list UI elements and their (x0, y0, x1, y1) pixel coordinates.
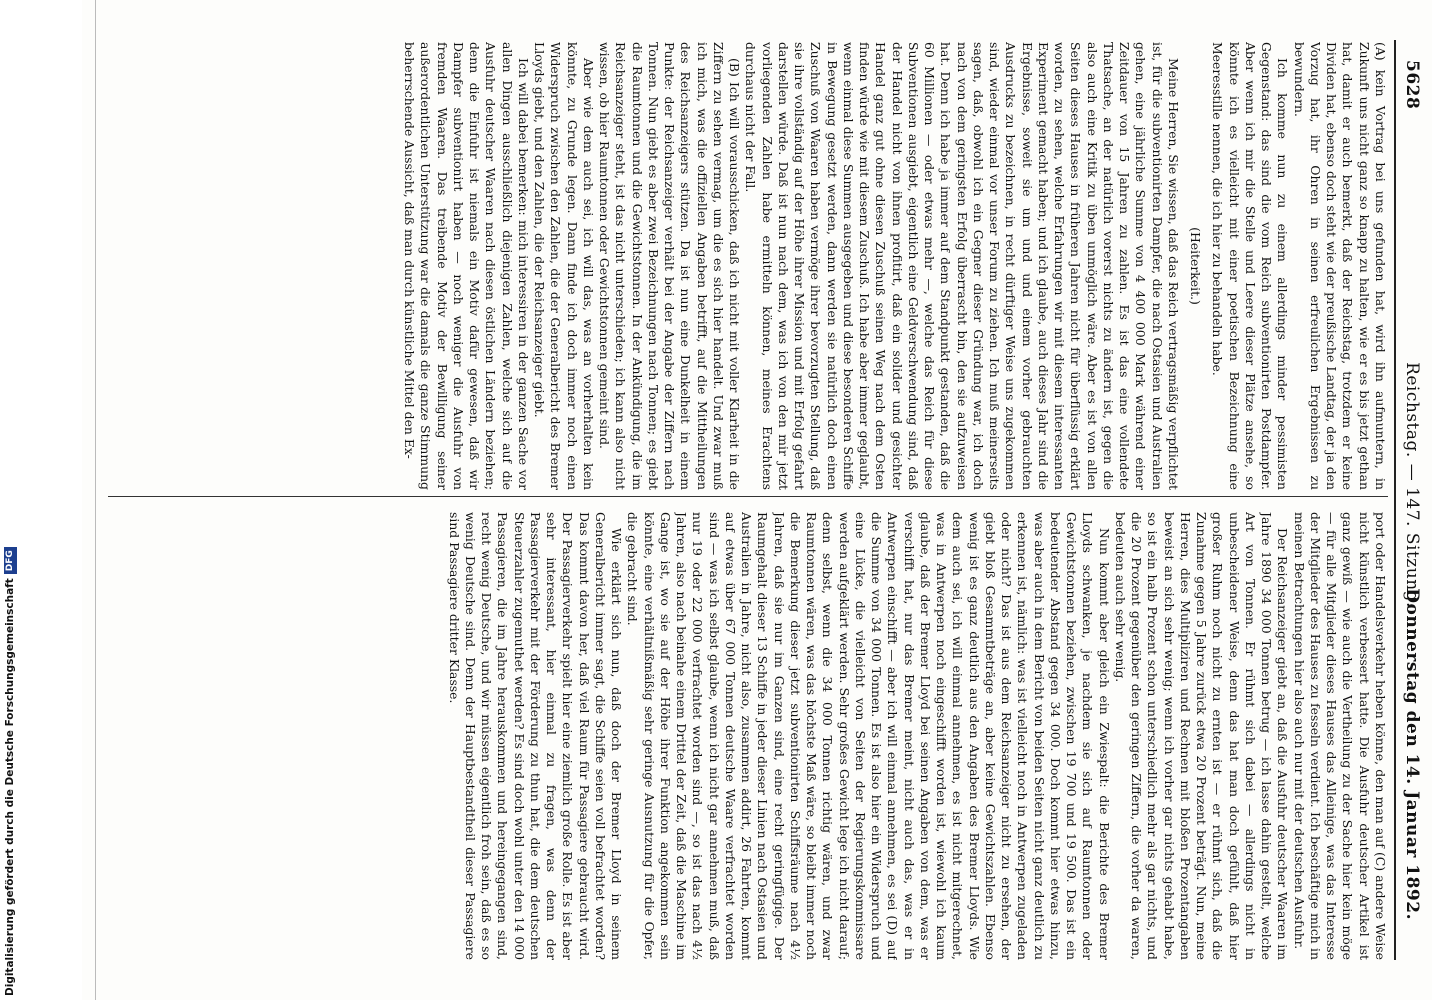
dfg-logo: DFG (4, 547, 17, 574)
paragraph: Ich komme nun zu einem allerdings minder pessimisten Gegenstand: das sind die vom Reich subventionirten Postdampfer. Aber wenn ich mir die Stelle und Leere dieser Plätze ansehe, so könnte ich es vielleicht mit einer poetischen Bezeichnung eine Meeresstille nennen, die ich hier zu behandeln habe. (1210, 42, 1291, 490)
running-head: Reichstag. — 147. Sitzung. (1402, 362, 1422, 608)
paragraph: Ich will dabei bemerken: mich interessiren in der ganzen Sache vor allen Dingen ausschließlich diejenigen Zahlen, welche sich auf die Ausfuhr deutscher Waaren nach diesen östlichen Ländern beziehen; denn die Einfuhr ist niemals ein Motiv dafür gewesen, daß wir Dampfer subventionirt haben — noch weniger die Ausfuhr von fremden Waaren. Das treibende Motiv der Bewilligung seiner außerordentlichen Unterstützung war die damals die ganze Stimmung beherrschende Aussicht, daß man durch künstliche Mittel den Ex- (402, 42, 531, 490)
footer-rule (95, 0, 96, 1000)
paragraph: (A) kein Vortrag bei uns gefunden hat, wird ihn aufmuntern, in Zukunft uns nicht ganz so knapp zu halten, wie er es bis jetzt gethan hat, damit er auch bemerkt, daß der Reichstag, trotzdem er keine Dividen hat, ebenso doch steht wie der preußische Landtag, der ja den Vorzug hat, ihr Ohren in seinen erfreulichen Ergebnissen zu bewundern. (1291, 42, 1388, 490)
header-rule (1394, 40, 1396, 960)
paragraph: Der Reichsanzeiger giebt an, daß die Ausfuhr deutscher Waaren im Jahre 1890 34 000 Tonnen betrug — ich lasse dahin gestellt, welche Art von Tonnen. Er rühmt sich dabei — allerdings nicht in unbescheidener Weise, denn das hat man doch gefühlt, daß hier großer Ruhm noch nicht zu ernten ist — er rühmt sich, daß die Zunahme gegen 5 Jahre zurück etwa 20 Prozent beträgt. Nun, meine Herren, dies Multipliziren und Rechnen mit bloßen Prozentangaben beweist an sich sehr wenig; wenn ich vorher gar nichts gehabt habe, so ist ein halb Prozent schon unterschiedlich mehr als gar nichts, und die 20 Prozent gegenüber den geringen Ziffern, die vorher da waren, bedeuten auch sehr wenig. (1113, 512, 1291, 960)
page-header (1396, 40, 1426, 960)
paragraph: Aber wie dem auch sei, ich will das, was an vorherhalten kein könnte, zu Grunde legen. Dann finde ich doch immer noch einen Widerspruch zwischen den Zahlen, die der Generalbericht des Bremer Lloyds giebt, und den Zahlen, die der Reichsanzeiger giebt. (532, 42, 596, 490)
scanned-page (82, 0, 1432, 1000)
interjection: (Heiterkeit.) (1188, 227, 1204, 305)
paragraph: Wie erklärt sich nun, daß doch der Bremer Lloyd in seinem Generalbericht immer sagt, die Schiffe seien voll befrachtet worden? Das kommt davon her, daß viel Raum für Passagiere gebraucht wird. Der Passagierverkehr spielt hier eine ziemlich große Rolle. Es ist aber sehr interessant, hier einmal zu fragen, was denn der Passagierverkehr mit der Förderung zu thun hat, die dem deutschen Steuerzahler zugemuthet werden? Es sind doch wohl unter den 14 000 Passagieren, die im Jahre herauskommen und hereingegangen sind, recht wenig Deutsche, und wir müssen eigentlich froh sein, daß es so wenig Deutsche sind. Denn der Hauptbestandtheil dieser Passagiere sind Passagiere dritter Klasse. (446, 512, 625, 960)
credit-text: Digitalisierung gefördert durch die Deutsche Forschungsgemeinschaft (4, 578, 16, 996)
paragraph: Nun kommt aber gleich ein Zwiespalt: die Berichte des Bremer Lloyds schwanken, je nachdem sie sich auf Raumtonnen oder Gewichtstonnen beziehen, zwischen 19 700 und 19 500. Das ist ein bedeutender Abstand gegen 34 000. Doch kommt hier etwas hinzu, was aber auch in dem Bericht von beiden Seiten nicht ganz deutlich zu erkennen ist, nämlich: was ist vielleicht noch in Antwerpen zugeladen oder nicht? Das ist aus dem Reichsanzeiger nicht zu ersehen, der giebt bloß Gesammtbeträge an, aber keine Gewichtszahlen. Ebenso wenig ist es ganz deutlich aus den Angaben des Bremer Lloyds. Wie dem auch sei, ich will einmal annehmen, es ist nicht mitgerechnet, was in Antwerpen noch eingeschifft worden ist, wiewohl ich kaum glaube, daß der Bremer Lloyd bei seinen Angaben von dem, was er verschifft hat, nur das Bremer meint, nicht auch das, was er in Antwerpen einschifft — aber ich will einmal annehmen, es sei (D) auf die Summe von 34 000 Tonnen. Es ist also hier ein Widerspruch und eine Lücke, die vielleicht von Seiten der Regierungskommissare werden aufgeklärt werden. Sehr großes Gewicht lege ich nicht darauf; denn selbst, wenn die 34 000 Tonnen richtig wären, und zwar Raumtonnen wären, was das höchste Maß wäre, so bleibt immer noch die Bemerkung dieser jetzt subventionirten Schiffsräume nach 4½ Jahren, daß sie nur im Ganzen sind, eine recht geringfügige. Der Raumgehalt dieser 13 Schiffe in jeder dieser Linien nach Ostasien und Australien in Jahre, nicht also, zusammen addirt, 26 Fahrten, kommt auf etwas über 67 000 Tonnen deutsche Waare verfrachtet worden sind — was ich selbst glaube, wenn ich nicht gar annehmen muß, daß nur 19 oder 22 000 verfrachtet worden sind —, so ist das nach 4½ Jahren, also nach beinahe einem Drittel der Zeit, daß die Maschine im Gange ist, wo sie auf der Höhe ihrer Funktion angekommen sein könnte, eine verhältnißmäßig sehr geringe Ausnutzung für die Opfer, die gebracht sind. (625, 512, 1112, 960)
right-column (106, 512, 1388, 960)
paragraph: port oder Handelsverkehr heben könne, den man auf (C) andere Weise nicht künstlich verbessert hatte. Die Ausfuhr deutscher Artikel ist ganz gewiß — wie auch die Vertheilung zu der Sache hier kein möge — für alle Mitglieder dieses Hauses das Alleinige, was das Interesse der Mitglieder des Hauses zu fesseln verdient. Ich beschäftige mich in meinen Betrachtungen hier also auch nur mit der deutschen Ausfuhr. (1291, 512, 1388, 960)
left-column (106, 42, 1388, 490)
paragraph: Meine Herren, Sie wissen, daß das Reich vertragsmäßig verpflichtet ist, für die subventionirten Dampfer, die nach Ostasien und Australien gehen, eine jährliche Summe von 4 400 000 Mark während einer Zeitdauer von 15 Jahren zu zahlen. Es ist das eine vollendete Thatsache, an der natürlich vorerst nichts zu ändern ist, gegen die also auch eine Kritik zu üben unmöglich wäre. Aber es ist von allen Seiten dieses Hauses in früheren Jahren nicht für überflüssig erklärt worden, zu sehen, welche Erfahrungen wir mit diesem interessanten Experiment gemacht haben; und ich glaube, auch dieses Jahr sind die Ergebnisse, soweit sie um und und einem vorher gebrauchten Ausdrucks zu bezeichnen, in recht dürftiger Weise uns zugekommen sind, wieder einmal vor unser Forum zu ziehen. Ich muß meinerseits sagen, daß, obwohl ich ein Gegner dieser Gründung war, ich doch nach von dem geringsten Erfolg überrascht bin, den sie aufzuweisen hat. Denn ich habe ja immer auf dem Standpunkt gestanden, daß die 60 Millionen — oder etwas mehr —, welche das Reich für diese Subventionen ausgiebt, eigentlich eine Geldverschwendung sind, daß der Handel nicht von ihnen profitirt, daß ein solider und gesichter Handel ganz gut ohne diesen Zuschuß seinen Weg nach dem Osten finden würde wie mit diesem Zuschuß. Ich habe aber immer geglaubt, wenn einmal diese Summen ausgegeben und diese besonderen Schiffe in Bewegung gesetzt werden, dann werden sie natürlich doch einen Zuschuß von Waaren haben vermöge ihrer bevorzugten Stellung, daß sie ihre vollständig auf der Höhe ihrer Mission und mit Erfolg gefahrt darstellen würde. Daß ist nun nach dem, was ich von den mir jetzt vorliegenden Zahlen habe ermitteln können, meines Erachtens durchaus nicht der Fall. (743, 42, 1181, 490)
digitization-credit (2, 550, 18, 996)
column-divider (108, 496, 1388, 497)
session-date: Donnerstag den 14. Januar 1892. (1402, 588, 1422, 920)
paragraph: (B) Ich will vorausschicken, daß ich nicht mit voller Klarheit in die Ziffern zu sehen vermag, um die es sich hier handelt. Und zwar muß ich mich, was die offiziellen Angaben betrifft, auf die Mittheilungen des Reichsanzeigers stützen. Da ist nun eine Dunkelheit in einem Punkte: der Reichsanzeiger verhält bei der Angabe der Ziffern nach Tonnen. Nun giebt es aber zwei Bezeichnungen nach Tonnen; es giebt die Raumtonnen und die Gewichtstonnen. In der Ankündigung, die im Reichsanzeiger steht, ist das nicht unterschieden; ich kann also nicht wissen, ob hier Raumtonnen oder Gewichtstonnen gemeint sind. (597, 42, 743, 490)
page-number: 5628 (1402, 60, 1422, 110)
